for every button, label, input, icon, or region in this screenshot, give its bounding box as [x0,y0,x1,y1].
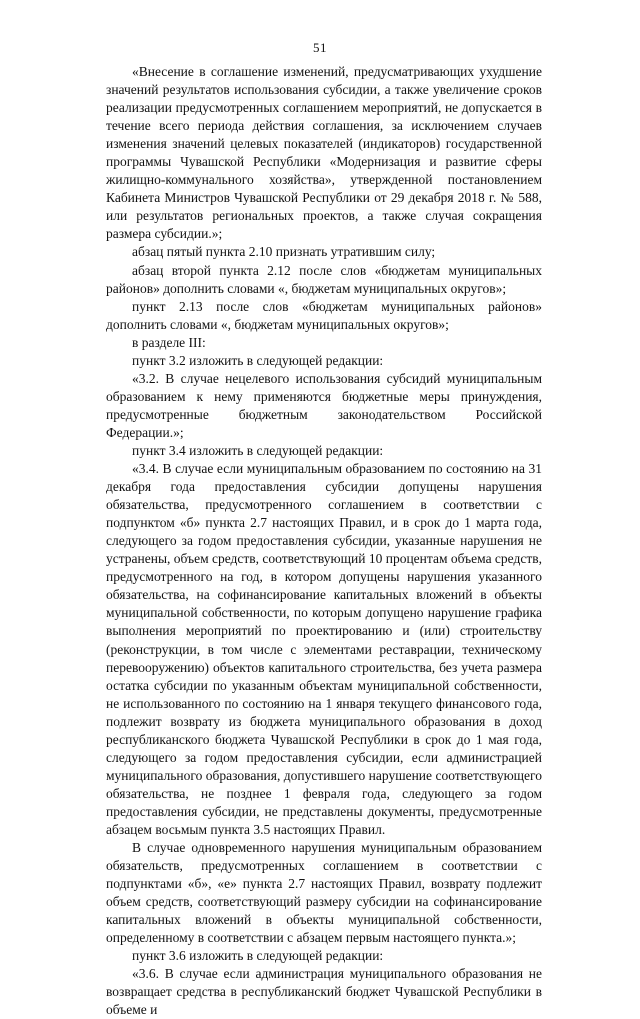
paragraph: пункт 3.4 изложить в следующей редакции: [132,442,384,458]
paragraph: абзац второй пункта 2.12 после слов «бюджетам муниципальных районов» дополнить словами «, бюджетам муниципальных округов»; [106,262,542,296]
document-body [106,63,542,1019]
paragraph: абзац пятый пункта 2.10 признать утратившим силу; [132,244,436,260]
paragraph: «3.6. В случае если администрация муниципального образования не возвращает средства в республиканский бюджет Чувашской Республики в объеме и [106,966,542,1018]
paragraph: В случае одновременного нарушения муниципальным образованием обязательств, предусмотренных соглашением в соответствии с подпунктами «б», «е» пункта 2.7 настоящих Правил, возврату подлежит объем средств, соответствующий размеру субсидии на софинансирование капитальных вложений в объекты муниципальной собственности, определенному в соответствии с абзацем первым настоящего пункта.»; [106,840,542,946]
paragraph: пункт 2.13 после слов «бюджетам муниципальных районов» дополнить словами «, бюджетам муниципальных округов»; [106,298,542,332]
paragraph: «Внесение в соглашение изменений, предусматривающих ухудшение значений результатов использования субсидии, а также увеличение сроков реализации предусмотренных соглашением мероприятий, не допускается в течение всего периода действия соглашения, за исключением случаев изменения значений целевых показателей (индикаторов) государственной программы Чувашской Республики «Модернизация и развитие сферы жилищно-коммунального хозяйства», утвержденной постановлением Кабинета Министров Чувашской Республики от 29 декабря 2018 г. № 588, или результатов региональных проектов, а также случая сокращения размера субсидии.»; [106,64,542,242]
paragraph: пункт 3.6 изложить в следующей редакции: [132,948,384,964]
paragraph: «3.4. В случае если муниципальным образованием по состоянию на 31 декабря года предоставления субсидии допущены нарушения обязательства, предусмотренного соглашением в соответствии с подпунктом «б» пункта 2.7 настоящих Правил, и в срок до 1 марта года, следующего за годом предоставления субсидии, указанные нарушения не устранены, объем средств, соответствующий 10 процентам объема средств, предусмотренного на год, в котором допущены нарушения указанного обязательства, на софинансирование капитальных вложений в объекты муниципальной собственности, по которым допущено нарушение графика выполнения мероприятий по проектированию и (или) строительству (реконструкции, в том числе с элементами реставрации, техническому перевооружению) объектов капитального строительства, без учета размера остатка субсидии по указанным объектам муниципальной собственности, не использованного по состоянию на 1 января текущего финансового года, подлежит возврату из бюджета муниципального образования в доход республиканского бюджета Чувашской Республики в срок до 1 мая года, следующего за годом предоставления субсидии, если администрацией муниципального образования, допустившего нарушение соответствующего обязательства, не позднее 1 февраля года, следующего за годом предоставления субсидии, не представлены документы, предусмотренные абзацем восьмым пункта 3.5 настоящих Правил. [106,461,543,837]
paragraph: пункт 3.2 изложить в следующей редакции: [132,352,384,368]
paragraph: в разделе III: [132,334,206,350]
paragraph: «3.2. В случае нецелевого использования субсидий муниципальным образованием к нему применяются бюджетные меры принуждения, предусмотренные бюджетным законодательством Российской Федерации.»; [106,370,542,440]
page-number: 51 [313,40,327,55]
